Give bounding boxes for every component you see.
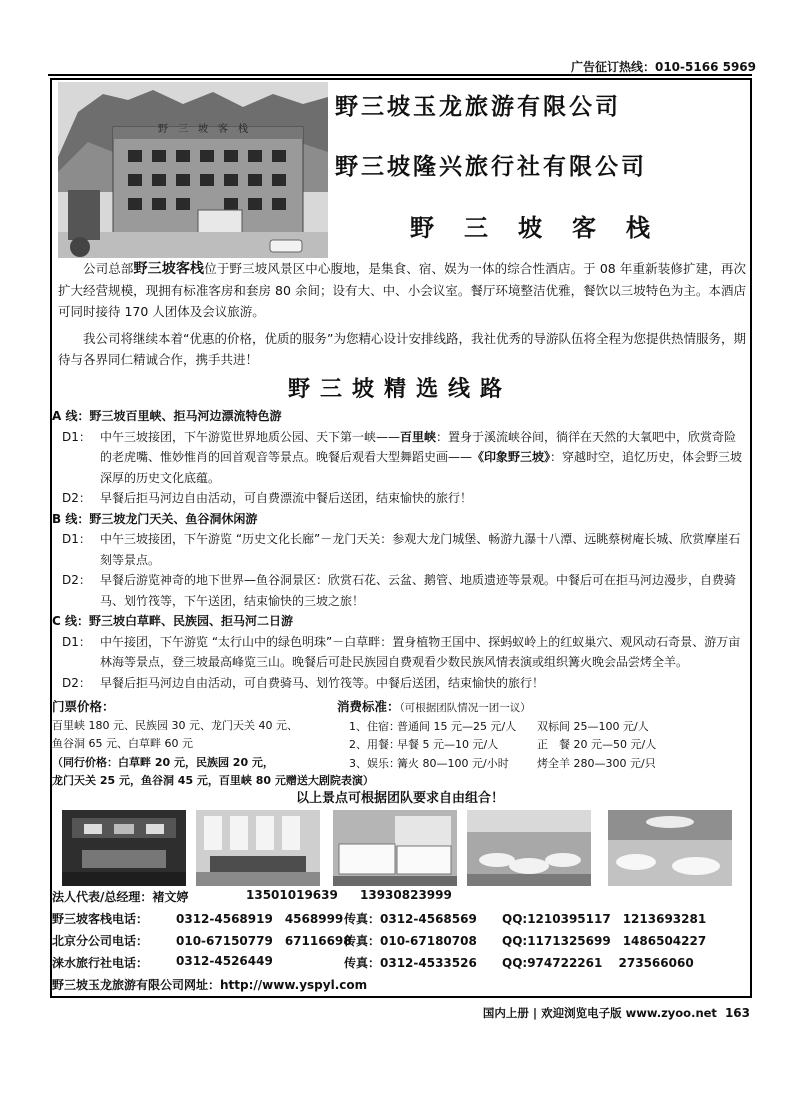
company-name-yulong: 野三坡玉龙旅游有限公司 [335,94,621,120]
photo-banquet-hall [467,810,591,886]
ad-hotline: 广告征订热线：010-5166 5969 [570,60,756,74]
photo-meeting-room [62,810,186,886]
contact-row-inn: 野三坡客栈电话： 0312-4568919 4568999 传真：0312-4568569 QQ:1210395117 1213693281 [52,912,707,926]
page-number: 163 [724,1006,750,1020]
top-divider [48,74,752,76]
contact-row-website [52,976,752,998]
routes-heading: 野三坡精选线路 [287,377,512,402]
photo-restaurant [608,810,732,886]
consumption-title: 消费标准： [337,699,400,714]
consumption-standards: 消费标准：（可根据团队情况一团一议） 1、住宿： 普通间 15 元—25 元/人 双标间 25—100 元/人 2、用餐： 早餐 5 元—10 元/人 正 餐 20 元—50 元/人 3、娱乐： 篝火 80—100 元/小时 烤全羊 280—300 元/只 [337,699,657,770]
route-c-day2: D2： 早餐后拒马河边自由活动，可自费骑马、划竹筏等。中餐后送团，结束愉快的旅行！ [62,675,545,690]
photo-dining-room [196,810,320,886]
inn-name: 野三坡客栈 [410,214,680,242]
route-list [50,406,746,693]
website-link[interactable]: 野三坡玉龙旅游有限公司网址：http://www.yspyl.com [52,978,368,992]
company-name-longxing: 野三坡隆兴旅行社有限公司 [335,154,647,180]
combination-note: 以上景点可根据团队要求自由组合！ [295,791,504,806]
inn-sign: 野三坡客栈 [158,124,258,135]
inn-photo [58,82,328,258]
route-b-title: B 线：野三坡龙门天关、鱼谷洞休闲游 [52,511,258,526]
intro-paragraph-2: 我公司将继续本着“优惠的价格，优质的服务”为您精心设计安排线路，我社优秀的导游队伍将全程为您提供热情服务，期待与各界同仁精诚合作，携手共进！ [58,331,746,367]
footer-text: 国内上册 | 欢迎浏览电子版 www.zyoo.net [482,1006,717,1020]
ticket-prices-title: 门票价格： [52,699,115,714]
intro-paragraph-1: 公司总部野三坡客栈位于野三坡风景区中心腹地，是集食、宿、娱为一体的综合性酒店。于 08 年重新装修扩建，再次扩大经营规模，现拥有标准客房和套房 80 余间；设有大、中、小会议室。餐厅环境整洁优雅，餐饮以三坡特色为主。本酒店可同时接待 170 人团体及会议旅游。 [58,261,746,319]
ticket-prices: 门票价格： 百里峡 180 元、民族园 30 元、龙门天关 40 元、 鱼谷洞 65 元、白草畔 60 元 （同行价格：白草畔 20 元，民族园 20 元， 龙门天关 25 元，鱼谷洞 45 元，百里峡 80 元赠送大剧院表演） [52,699,374,787]
photo-guest-room [333,810,457,886]
route-a-day1: D1： 中午三坡接团，下午游览世界地质公园、天下第一峡——百里峡：置身于溪流峡谷间，徜徉在天然的大氧吧中，欣赏奇险的老虎嘴、惟妙惟肖的回首观音等景点。晚餐后观看大型舞蹈史画——《印象野三坡》：穿越时空，追忆历史，体会野三坡深厚的历史文化底蕴。 [62,429,743,485]
inn-highlight: 野三坡客栈 [133,261,205,277]
route-b-day2: D2： 早餐后游览神奇的地下世界—鱼谷洞景区：欣赏石花、云盆、鹅管、地质遗迹等景观。中餐后可在拒马河边漫步，自费骑马、划竹筏等，下午送团，结束愉快的三坡之旅！ [62,573,737,608]
contact-info [52,888,752,998]
route-a-day2: D2： 早餐后拒马河边自由活动，可自费漂流中餐后送团，结束愉快的旅行！ [62,491,473,505]
route-b-day1: D1： 中午三坡接团，下午游览 “历史文化长廊”－龙门天关：参观大龙门城堡、畅游九瀑十八潭、远眺蔡树庵长城、欣赏摩崖石刻等景点。 [62,532,741,567]
route-c-day1: D1： 中午接团，下午游览 “太行山中的绿色明珠”－白草畔：置身植物王国中、探蚂蚁岭上的红蚁巢穴、观风动石奇景、游万亩林海等景点，登三坡最高峰览三山。晚餐后可赴民族园自费观看少数民族风情表演或组织篝火晚会品尝烤全羊。 [62,634,741,669]
contact-row-legal: 法人代表/总经理：褚文婷 13501019639 13930823999 [52,888,452,904]
page-footer [483,1005,750,1021]
contact-row-laishui: 涞水旅行社电话： 0312-4526449 传真：0312-4533526 QQ:974722261 273566060 [52,954,694,970]
contact-row-beijing: 北京分公司电话： 010-67150779 67116698 传真：010-67180708 QQ:1171325699 1486504227 [52,934,707,948]
route-a-title: A 线：野三坡百里峡、拒马河边漂流特色游 [52,409,282,423]
route-c-title: C 线：野三坡白草畔、民族园、拒马河二日游 [52,614,293,628]
